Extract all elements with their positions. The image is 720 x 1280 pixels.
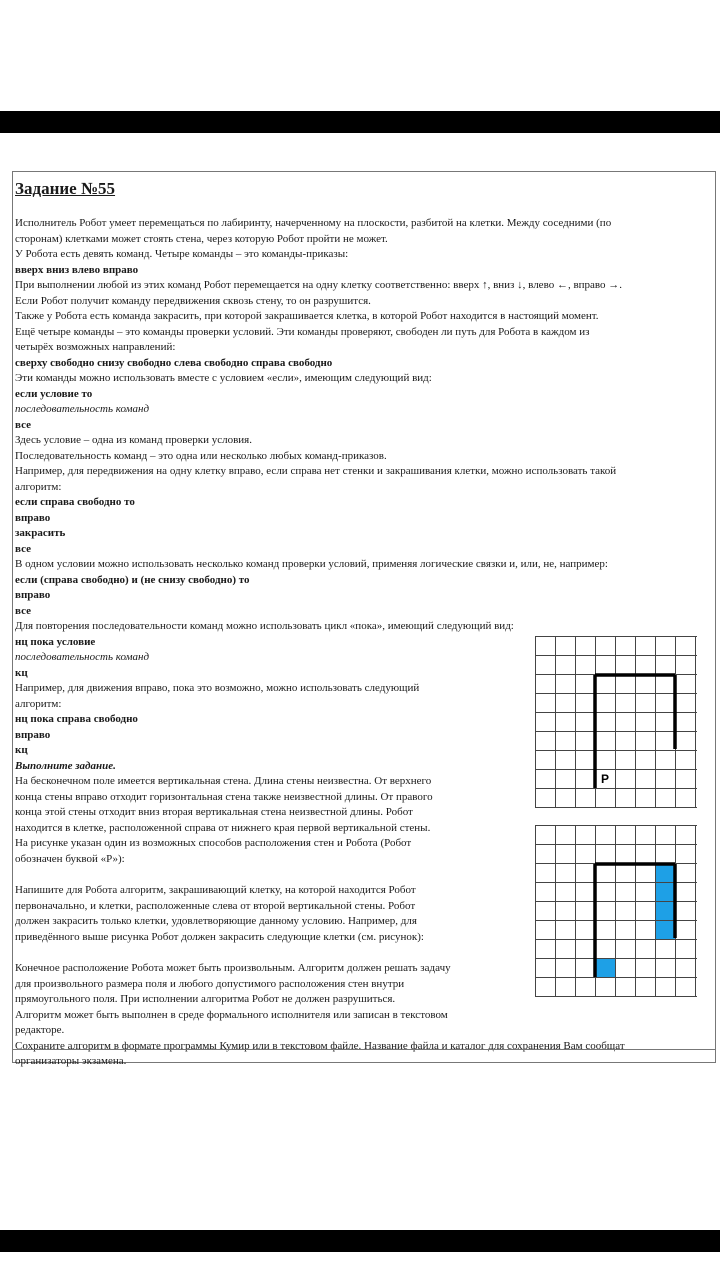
grid-lines bbox=[535, 636, 697, 808]
text-line: Если Робот получит команду передвижения сквозь стену, то он разрушится. bbox=[15, 294, 371, 307]
text-line: все bbox=[15, 418, 31, 431]
text-line: для произвольного размера поля и любого допустимого расположения стен внутри bbox=[15, 977, 405, 990]
text-line: На бесконечном поле имеется вертикальная стена. Длина стены неизвестна. От верхнего bbox=[15, 775, 432, 787]
text-line: Например, для передвижения на одну клетку вправо, если справа нет стенки и закрашивания клетки, можно использовать такой bbox=[15, 465, 617, 477]
text-line: кц bbox=[15, 744, 28, 756]
maze-figure-painted bbox=[535, 825, 697, 997]
text-line: прямоугольного поля. При исполнении алгоритма Робот не должен разрушиться. bbox=[15, 993, 396, 1005]
text-line: Ещё четыре команды – это команды проверки условий. Эти команды проверяют, свободен ли путь для Робота в каждом из bbox=[15, 325, 590, 338]
text-line: На рисунке указан один из возможных способов расположения стен и Робота (Робот bbox=[15, 837, 412, 849]
text-line: обозначен буквой «Р»): bbox=[15, 852, 125, 865]
text-line: Например, для движения вправо, пока это возможно, можно использовать следующий bbox=[15, 682, 420, 694]
painted-cell bbox=[655, 901, 675, 920]
text-line: кц bbox=[15, 666, 28, 679]
text-line: последовательность команд bbox=[15, 403, 150, 415]
text-line: если (справа свободно) и (не снизу свободно) то bbox=[15, 573, 250, 586]
text-line: Для повторения последовательности команд можно использовать цикл «пока», имеющий следующий вид: bbox=[15, 620, 514, 632]
text-line: приведённого выше рисунка Робот должен закрасить следующие клетки (см. рисунок): bbox=[15, 930, 424, 943]
text-line: последовательность команд bbox=[15, 651, 150, 663]
text-line: редакторе. bbox=[15, 1024, 65, 1036]
text-line: находится в клетке, расположенной справа от нижнего края первой вертикальной стены. bbox=[15, 821, 431, 834]
text-line: закрасить bbox=[15, 527, 66, 539]
text-line: нц пока справа свободно bbox=[15, 713, 138, 725]
text-line: алгоритм: bbox=[15, 697, 62, 710]
text-line: Эти команды можно использовать вместе с условием «если», имеющим следующий вид: bbox=[15, 372, 432, 384]
text-line: если условие то bbox=[15, 387, 93, 400]
painted-cell bbox=[655, 863, 675, 882]
task-title: Задание №55 bbox=[15, 179, 116, 198]
text-line: вправо bbox=[15, 511, 51, 524]
top-black-bar bbox=[0, 111, 720, 133]
painted-cell bbox=[655, 882, 675, 901]
text-line: первоначально, и клетки, расположенные слева от второй вертикальной стены. Робот bbox=[15, 899, 416, 912]
painted-cell bbox=[595, 958, 615, 977]
text-line: Здесь условие – одна из команд проверки условия. bbox=[15, 434, 252, 446]
text-line: если справа свободно то bbox=[15, 496, 135, 508]
text-line: У Робота есть девять команд. Четыре команды – это команды-приказы: bbox=[15, 248, 349, 260]
robot-label: Р bbox=[601, 772, 610, 786]
text-line: сторонам) клетками может стоять стена, через которую Робот пройти не может. bbox=[15, 232, 388, 245]
text-line: Алгоритм может быть выполнен в среде формального исполнителя или записан в текстовом bbox=[15, 1008, 448, 1021]
text-line: При выполнении любой из этих команд Робот перемещается на одну клетку соответственно: вверх ↑, вниз ↓, влево ←, вправо →. bbox=[15, 279, 623, 291]
text-line: нц пока условие bbox=[15, 635, 96, 648]
text-line: алгоритм: bbox=[15, 480, 62, 493]
text-line: Последовательность команд – это одна или несколько любых команд-приказов. bbox=[15, 449, 387, 462]
text-line: сверху свободно снизу свободно слева свободно справа свободно bbox=[15, 356, 333, 369]
text-line: Выполните задание. bbox=[15, 759, 116, 772]
text-line: Исполнитель Робот умеет перемещаться по лабиринту, начерченному на плоскости, разбитой на клетки. Между соседними (по bbox=[15, 217, 612, 229]
text-line: все bbox=[15, 542, 31, 555]
text-line: организаторы экзамена. bbox=[15, 1055, 127, 1067]
text-line: Напишите для Робота алгоритм, закрашивающий клетку, на которой находится Робот bbox=[15, 884, 416, 896]
bottom-black-bar bbox=[0, 1230, 720, 1252]
page-divider bbox=[13, 1049, 715, 1050]
painted-cell bbox=[655, 920, 675, 939]
text-line: В одном условии можно использовать несколько команд проверки условий, применяя логические связки и, или, не, например: bbox=[15, 558, 608, 570]
text-line: конца этой стены отходит вниз вторая вертикальная стена неизвестной длины. Робот bbox=[15, 806, 413, 818]
text-line: вправо bbox=[15, 728, 51, 741]
text-line: вправо bbox=[15, 589, 51, 601]
text-line: вверх вниз влево вправо bbox=[15, 263, 139, 276]
text-line bbox=[15, 867, 520, 883]
text-line: Конечное расположение Робота может быть произвольным. Алгоритм должен решать задачу bbox=[15, 962, 451, 974]
text-line: Также у Робота есть команда закрасить, при которой закрашивается клетка, в которой Робот находится в настоящий момент. bbox=[15, 310, 599, 322]
text-line: все bbox=[15, 604, 31, 617]
text-line: четырёх возможных направлений: bbox=[15, 341, 176, 353]
text-line: должен закрасить только клетки, удовлетворяющие данному условию. Например, для bbox=[15, 915, 417, 927]
maze-figure-robot bbox=[535, 636, 697, 808]
text-line bbox=[15, 945, 520, 961]
text-line: Сохраните алгоритм в формате программы Кумир или в текстовом файле. Название файла и каталог для сохранения Вам сообщат bbox=[15, 1039, 625, 1052]
text-line: конца стены вправо отходит горизонтальная стена также неизвестной длины. От правого bbox=[15, 790, 433, 803]
